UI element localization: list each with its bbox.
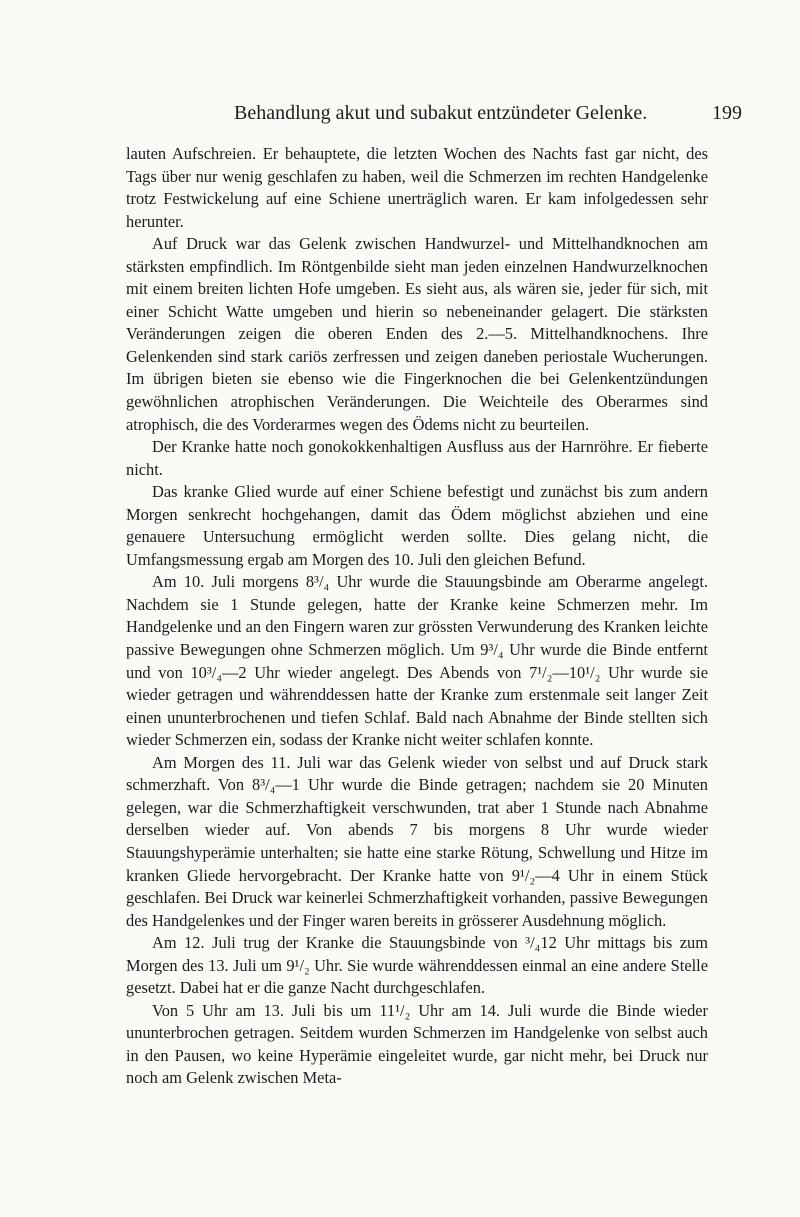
paragraph: Am 12. Juli trug der Kranke die Stauungsbinde von ³/₄12 Uhr mittags bis zum Morgen des 13. Juli um 9¹/₂ Uhr. Sie wurde währenddessen einmal an eine andere Stelle gesetzt. Dabei hat er die ganze Nacht durchgeschlafen.: [126, 933, 708, 998]
body-text: [126, 143, 708, 1090]
paragraph-continuation: lauten Aufschreien. Er behauptete, die letzten Wochen des Nachts fast gar nicht, des Tags über nur wenig geschlafen zu haben, weil die Schmerzen im rechten Handgelenke trotz Festwickelung auf eine Schiene unerträglich waren. Er kam infolgedessen sehr herunter.: [126, 144, 708, 231]
running-title: Behandlung akut und subakut entzündeter Gelenke.: [234, 102, 648, 124]
paragraph: Auf Druck war das Gelenk zwischen Handwurzel- und Mittelhandknochen am stärksten empfindlich. Im Röntgenbilde sieht man jeden einzelnen Handwurzelknochen mit einem breiten lichten Hofe umgeben. Es sieht aus, als wären sie, jeder für sich, mit einer Schicht Watte umgeben und hierin so nebeneinander gelagert. Die stärksten Veränderungen zeigen die oberen Enden des 2.—5. Mittelhandknochens. Ihre Gelenkenden sind stark cariös zerfressen und zeigen daneben periostale Wucherungen. Im übrigen bieten sie ebenso wie die Fingerknochen die bei Gelenkentzündungen gewöhnlichen atrophischen Veränderungen. Die Weichteile des Oberarmes sind atrophisch, die des Vorderarmes wegen des Ödems nicht zu beurteilen.: [126, 234, 708, 434]
paragraph: Von 5 Uhr am 13. Juli bis um 11¹/₂ Uhr am 14. Juli wurde die Binde wieder ununterbrochen getragen. Seitdem wurden Schmerzen im Handgelenke von selbst auch in den Pausen, wo keine Hyperämie eingeleitet wurde, gar nicht mehr, bei Druck nur noch am Gelenk zwischen Meta-: [126, 1000, 708, 1088]
paragraph: Am 10. Juli morgens 8³/₄ Uhr wurde die Stauungsbinde am Oberarme angelegt. Nachdem sie 1 Stunde gelegen, hatte der Kranke keine Schmerzen mehr. Im Handgelenke und an den Fingern waren zur grössten Verwunderung des Kranken leichte passive Bewegungen ohne Schmerzen möglich. Um 9³/₄ Uhr wurde die Binde entfernt und von 10³/₄—2 Uhr wieder angelegt. Des Abends von 7¹/₂—10¹/₂ Uhr wurde sie wieder getragen und währenddessen hatte der Kranke zum erstenmale seit langer Zeit einen ununterbrochenen und tiefen Schlaf. Bald nach Abnahme der Binde stellten sich wieder Schmerzen ein, sodass der Kranke nicht weiter schlafen konnte.: [126, 572, 708, 750]
page-number: 199: [712, 102, 742, 124]
paragraph: Am Morgen des 11. Juli war das Gelenk wieder von selbst und auf Druck stark schmerzhaft. Von 8³/₄—1 Uhr wurde die Binde getragen; nachdem sie 20 Minuten gelegen, war die Schmerzhaftigkeit verschwunden, trat aber 1 Stunde nach Abnahme derselben wieder auf. Von abends 7 bis morgens 8 Uhr wurde wieder Stauungshyperämie unterhalten; sie hatte eine starke Rötung, Schwellung und Hitze im kranken Gliede hervorgebracht. Der Kranke hatte von 9¹/₂—4 Uhr in einem Stück geschlafen. Bei Druck war keinerlei Schmerzhaftigkeit vorhanden, passive Bewegungen des Handgelenkes und der Finger waren bereits in grösserer Ausdehnung möglich.: [126, 752, 708, 930]
page-header: [234, 102, 742, 125]
paragraph: Der Kranke hatte noch gonokokkenhaltigen Ausfluss aus der Harnröhre. Er fieberte nicht.: [126, 437, 708, 479]
paragraph: Das kranke Glied wurde auf einer Schiene befestigt und zunächst bis zum andern Morgen senkrecht hochgehangen, damit das Ödem möglichst abziehen und eine genauere Untersuchung ermöglicht werden sollte. Dies gelang nicht, die Umfangsmessung ergab am Morgen des 10. Juli den gleichen Befund.: [126, 482, 708, 569]
